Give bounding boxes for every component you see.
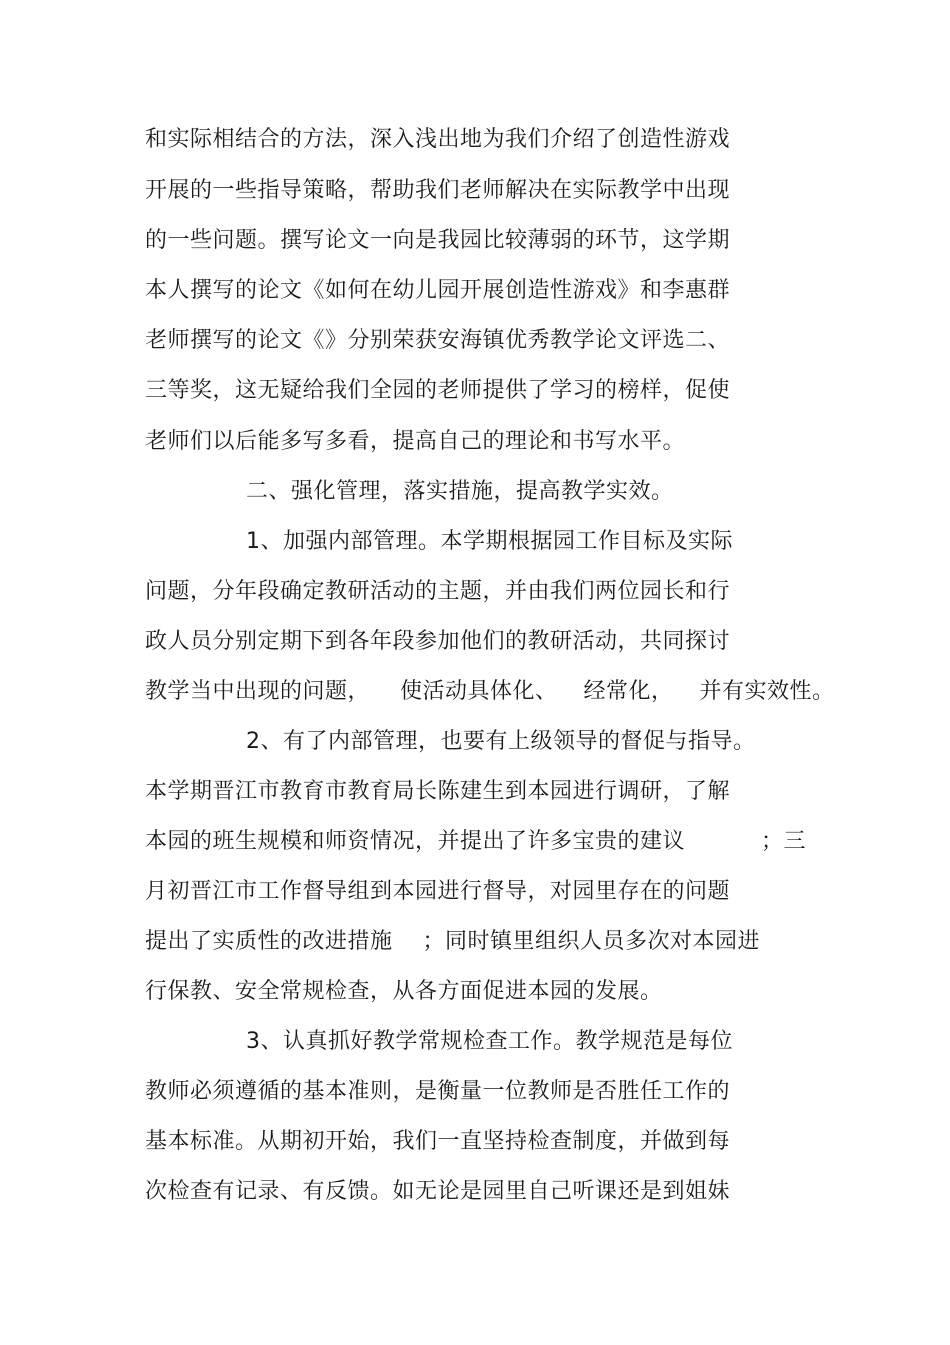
text-segment: 提出了实质性的改进措施 [145, 929, 393, 954]
text-segment: 使活动具体化、 [400, 679, 558, 704]
section-heading: 二、强化管理，落实措施，提高教学实效。 [246, 479, 674, 504]
paragraph-start: 1、加强内部管理。本学期根据园工作目标及实际 [246, 529, 733, 554]
text-line [145, 827, 806, 857]
text-line: 开展的一些指导策略，帮助我们老师解决在实际教学中出现 [145, 178, 731, 203]
text-line [145, 677, 835, 707]
paragraph-start: 3、认真抓好教学常规检查工作。教学规范是每位 [246, 1029, 733, 1054]
text-segment: ；三 [761, 829, 807, 854]
text-line: 月初晋江市工作督导组到本园进行督导，对园里存在的问题 [145, 879, 731, 904]
text-segment: 并有实效性。 [699, 679, 835, 704]
text-line: 和实际相结合的方法，深入浅出地为我们介绍了创造性游戏 [145, 127, 731, 152]
paragraph-start: 2、有了内部管理，也要有上级领导的督促与指导。 [246, 729, 756, 754]
text-line: 基本标准。从期初开始，我们一直坚持检查制度，并做到每 [145, 1129, 731, 1154]
text-line: 三等奖，这无疑给我们全园的老师提供了学习的榜样，促使 [145, 378, 731, 403]
text-segment: ；同时镇里组织人员多次对本园进 [422, 929, 761, 954]
text-line: 行保教、安全常规检查，从各方面促进本园的发展。 [145, 979, 663, 1004]
text-line: 教师必须遵循的基本准则，是衡量一位教师是否胜任工作的 [145, 1079, 731, 1104]
text-line: 政人员分别定期下到各年段参加他们的教研活动，共同探讨 [145, 629, 731, 654]
text-segment: 经常化， [583, 679, 674, 704]
text-line: 老师撰写的论文《》分别荣获安海镇优秀教学论文评选二、 [145, 328, 731, 353]
text-line [145, 927, 760, 957]
text-line: 老师们以后能多写多看，提高自己的理论和书写水平。 [145, 429, 686, 454]
text-line: 本人撰写的论文《如何在幼儿园开展创造性游戏》和李惠群 [145, 278, 731, 303]
text-line: 的一些问题。撰写论文一向是我园比较薄弱的环节，这学期 [145, 228, 731, 253]
text-segment: 本园的班生规模和师资情况，并提出了许多宝贵的建议 [145, 829, 686, 854]
text-line: 本学期晋江市教育市教育局长陈建生到本园进行调研，了解 [145, 779, 731, 804]
text-line: 问题，分年段确定教研活动的主题，并由我们两位园长和行 [145, 579, 731, 604]
text-line: 次检查有记录、有反馈。如无论是园里自己听课还是到姐妹 [145, 1179, 731, 1204]
text-segment: 教学当中出现的问题， [145, 679, 371, 704]
